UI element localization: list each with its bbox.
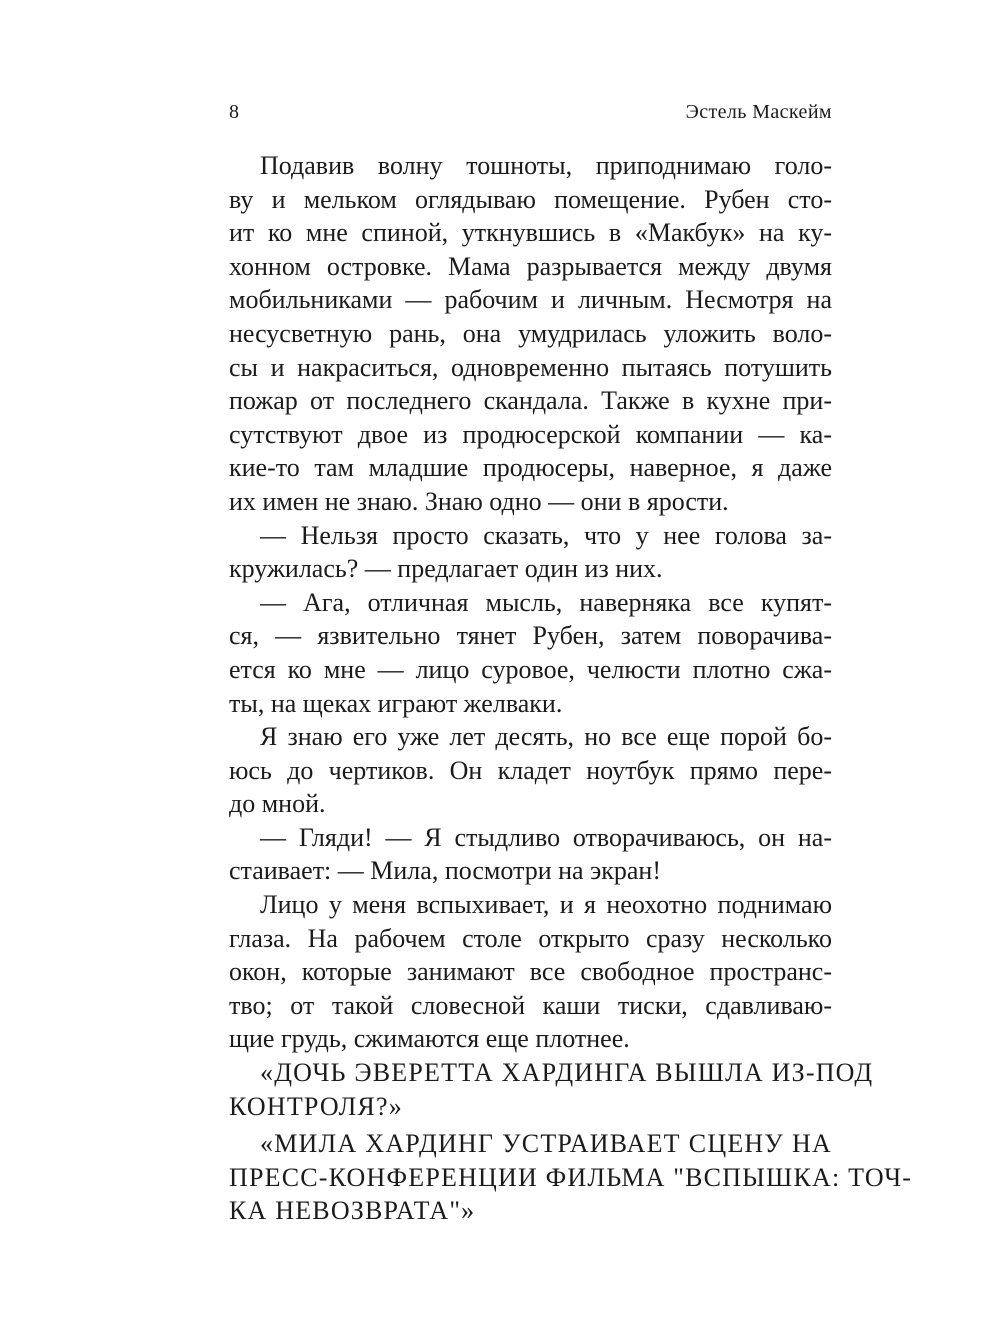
text-line: ву и мельком оглядываю помещение. Рубен сто- <box>229 184 832 214</box>
text-line: — Ага, отличная мысль, наверняка все купят- <box>260 587 832 617</box>
text-line: до мной. <box>229 789 326 819</box>
book-author: Эстель Маскейм <box>685 101 832 123</box>
text-line: ся, — язвительно тянет Рубен, затем поворачива- <box>229 621 832 651</box>
text-line: ПРЕСС-КОНФЕРЕНЦИИ ФИЛЬМА "ВСПЫШКА: ТОЧ- <box>229 1162 913 1192</box>
text-line: несусветную рань, она умудрилась уложить воло- <box>229 318 832 348</box>
text-line: тво; от такой словесной каши тиски, сдавливаю- <box>229 990 832 1020</box>
text-line: стаивает: — Мила, посмотри на экран! <box>229 856 661 886</box>
text-line: Я знаю его уже лет десять, но все еще порой бо- <box>260 722 832 752</box>
text-line: окон, которые занимают все свободное пространс- <box>229 957 832 987</box>
paragraph <box>229 720 832 821</box>
headline-quote <box>229 1056 874 1123</box>
text-line: — Гляди! — Я стыдливо отворачиваюсь, он на- <box>260 822 832 852</box>
text-line: КА НЕВОЗВРАТА"» <box>229 1196 476 1226</box>
text-line: сы и накраситься, одновременно пытаясь потушить <box>229 352 832 382</box>
text-line: «ДОЧЬ ЭВЕРЕТТА ХАРДИНГА ВЫШЛА ИЗ-ПОД <box>260 1058 874 1088</box>
text-line: Подавив волну тошноты, приподнимаю голо- <box>260 151 832 180</box>
paragraph <box>229 586 832 720</box>
running-head <box>229 98 832 126</box>
text-line: мобильниками — рабочим и личным. Несмотря на <box>229 285 832 315</box>
text-line: Лицо у меня вспыхивает, и я неохотно поднимаю <box>260 890 832 920</box>
paragraph <box>229 519 832 586</box>
text-line: их имен не знаю. Знаю одно — они в ярости. <box>229 486 729 516</box>
text-line: юсь до чертиков. Он кладет ноутбук прямо пере- <box>229 755 832 785</box>
text-line: ется ко мне — лицо суровое, челюсти плотно сжа- <box>229 654 832 684</box>
paragraph <box>229 149 832 519</box>
text-line: щие грудь, сжимаются еще плотнее. <box>229 1024 630 1054</box>
text-line: КОНТРОЛЯ?» <box>229 1091 403 1121</box>
text-line: глаза. На рабочем столе открыто сразу несколько <box>229 923 832 953</box>
paragraph <box>229 821 832 888</box>
text-line: ит ко мне спиной, уткнувшись в «Макбук» на ку- <box>229 218 832 248</box>
text-line: сутствуют двое из продюсерской компании — ка- <box>229 419 832 449</box>
text-line: кружилась? — предлагает один из них. <box>229 554 663 584</box>
headline-quote <box>229 1127 913 1228</box>
paragraph <box>229 888 832 1056</box>
text-line: ты, на щеках играют желваки. <box>229 688 563 718</box>
text-line: хонном островке. Мама разрывается между двумя <box>229 251 832 281</box>
page-number: 8 <box>229 101 239 123</box>
text-line: пожар от последнего скандала. Также в кухне при- <box>229 386 832 416</box>
text-line: «МИЛА ХАРДИНГ УСТРАИВАЕТ СЦЕНУ НА <box>260 1129 832 1159</box>
text-line: — Нельзя просто сказать, что у нее голова за- <box>260 520 832 550</box>
text-line: кие-то там младшие продюсеры, наверное, я даже <box>229 453 832 483</box>
body-text <box>229 149 913 1228</box>
